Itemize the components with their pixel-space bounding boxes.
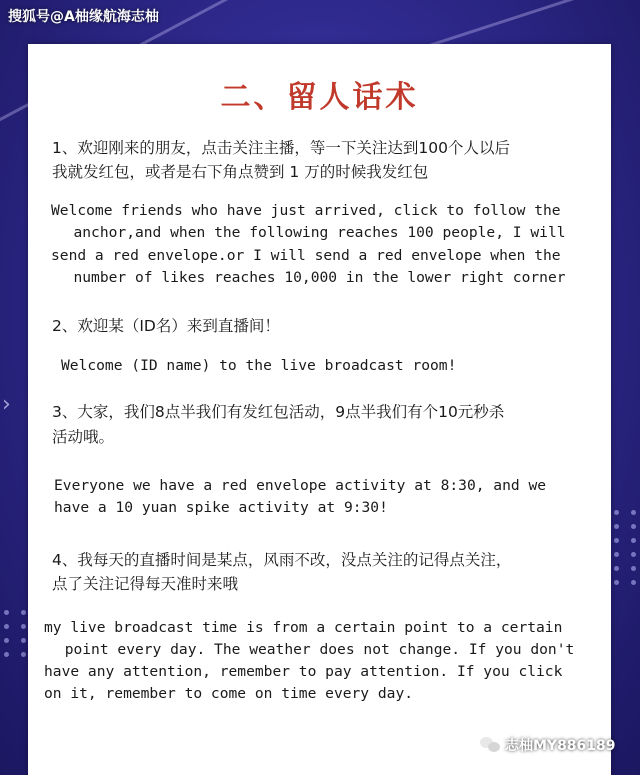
section-4-english-line: my live broadcast time is from a certain point to a certain [44, 619, 563, 636]
section-1-english-line: number of likes reaches 10,000 in the lower right corner [73, 269, 566, 286]
section-3-chinese-line: 活动哦。 [52, 428, 115, 446]
section-2-chinese-line: 2、欢迎某（ID名）来到直播间！ [52, 317, 280, 335]
watermark-bottom [480, 735, 616, 755]
section-3-english-line: Everyone we have a red envelope activity at 8:30, and we [54, 477, 547, 494]
watermark-bottom-text: 志柚MY886189 [505, 738, 616, 754]
section-1-english-line: anchor,and when the following reaches 100 people, I will [73, 224, 566, 241]
section-1-english-line: send a red envelope.or I will send a red envelope when the [51, 247, 561, 264]
section-1-chinese-line: 1、欢迎刚来的朋友，点击关注主播，等一下关注达到100个人以后 [52, 139, 510, 157]
section-2-english-line: Welcome (ID name) to the live broadcast room! [61, 357, 457, 374]
document-page [28, 44, 611, 775]
section-4-english-line: point every day. The weather does not change. If you don't [64, 641, 575, 658]
section-3-chinese-line: 3、大家，我们8点半我们有发红包活动，9点半我们有个10元秒杀 [52, 403, 505, 421]
section-4-chinese-line: 4、我每天的直播时间是某点，风雨不改，没点关注的记得点关注， [52, 551, 512, 569]
wechat-icon [480, 737, 500, 753]
section-3-english-line: have a 10 yuan spike activity at 9:30! [54, 499, 388, 516]
watermark-top: 搜狐号@A柚缘航海志柚 [8, 9, 159, 25]
section-1-english-line: Welcome friends who have just arrived, click to follow the [51, 202, 561, 219]
section-4-chinese-line: 点了关注记得每天准时来哦 [52, 575, 239, 593]
background-dots [614, 510, 639, 585]
page-title: 二、留人话术 [220, 80, 419, 115]
section-1-chinese-line: 我就发红包，或者是右下角点赞到 1 万的时候我发红包 [52, 163, 429, 181]
section-4-english-line: have any attention, remember to pay attention. If you click [44, 663, 563, 680]
section-4-english-line: on it, remember to come on time every day. [44, 685, 414, 702]
chevron-right-icon: › [2, 392, 11, 417]
